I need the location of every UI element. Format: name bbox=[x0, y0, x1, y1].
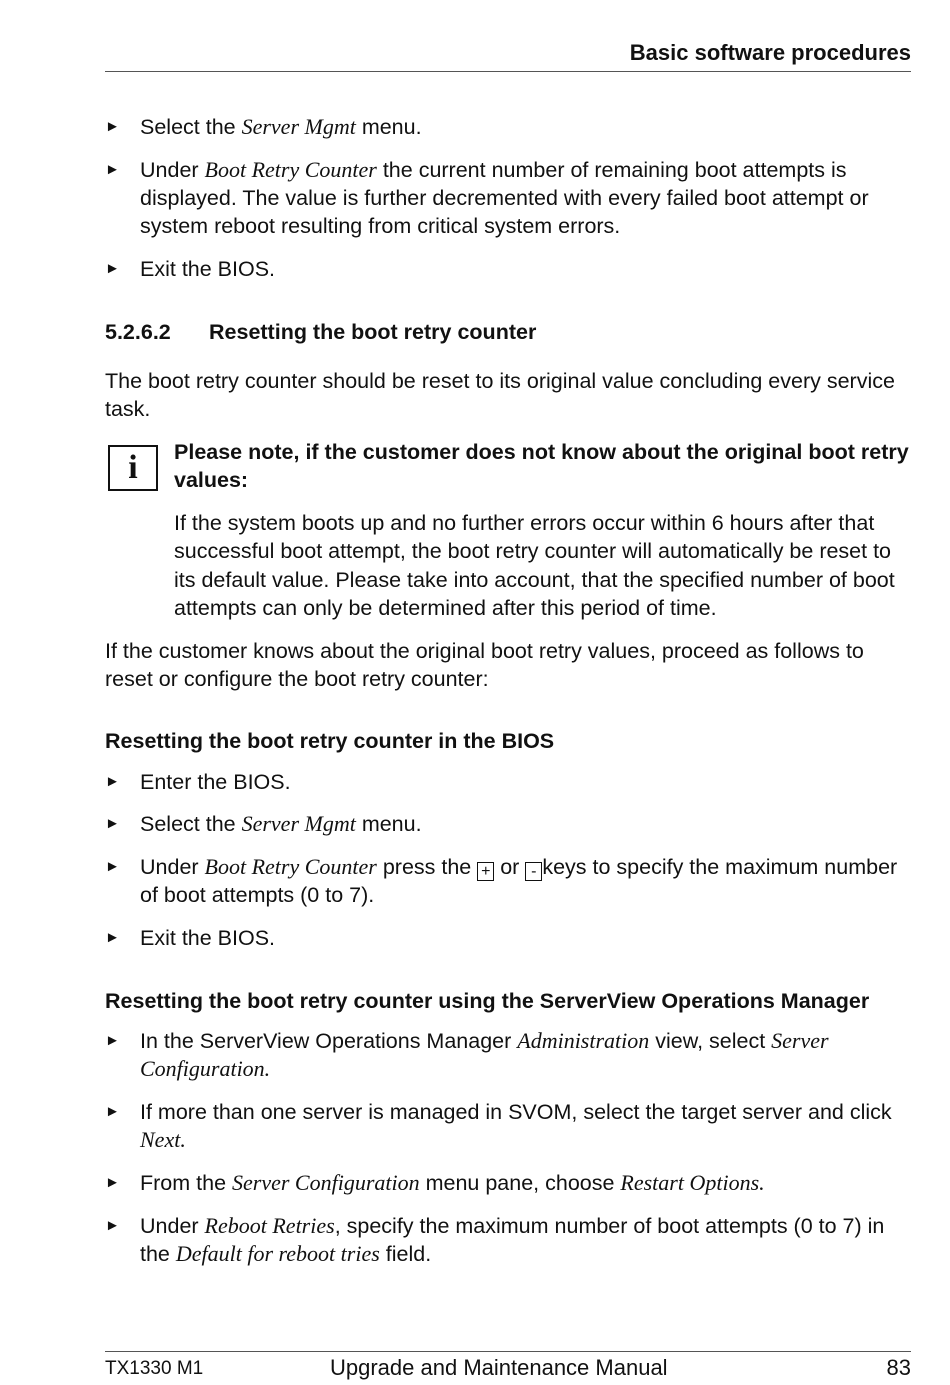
step-set-boot-retry-counter: ► Under Boot Retry Counter press the + or - keys to specify the maximum number of boot attempts (0 to 7). bbox=[105, 854, 898, 908]
step-exit-bios: ► Exit the BIOS. bbox=[105, 255, 911, 283]
page-number: 83 bbox=[886, 1355, 911, 1380]
menu-name: Server Mgmt bbox=[241, 114, 356, 139]
step-arrow-icon: ► bbox=[105, 815, 120, 833]
field-name: Boot Retry Counter bbox=[204, 156, 377, 182]
step-arrow-icon: ► bbox=[105, 1102, 120, 1120]
step-exit-bios: ► Exit the BIOS. bbox=[105, 924, 911, 952]
pane-name: Server Configuration bbox=[232, 1170, 420, 1196]
menu-name: Server Configuration. bbox=[140, 1027, 829, 1082]
step-arrow-icon: ► bbox=[105, 160, 120, 178]
field-name: Default for reboot tries bbox=[175, 1241, 380, 1267]
step-arrow-icon: ► bbox=[105, 772, 120, 790]
section-title: Resetting the boot retry counter bbox=[209, 320, 537, 345]
step-select-server-mgmt: ► Select the Server Mgmt menu. bbox=[105, 113, 911, 141]
field-name: Reboot Retries bbox=[204, 1212, 335, 1238]
info-note bbox=[105, 438, 911, 622]
header-title: Basic software procedures bbox=[629, 40, 911, 65]
page-header bbox=[105, 38, 911, 72]
step-arrow-icon: ► bbox=[105, 929, 120, 947]
section-intro: The boot retry counter should be reset to its original value concluding every service task. bbox=[105, 368, 895, 422]
button-name: Next. bbox=[140, 1127, 186, 1153]
footer-model: TX1330 M1 bbox=[105, 1358, 204, 1379]
view-name: Administration bbox=[517, 1027, 650, 1053]
step-enter-bios: ► Enter the BIOS. bbox=[105, 768, 911, 796]
svom-heading: Resetting the boot retry counter using the ServerView Operations Manager bbox=[105, 988, 870, 1013]
info-icon: i bbox=[108, 445, 158, 491]
section-heading bbox=[105, 318, 911, 346]
step-reboot-retries: ► Under Reboot Retries, specify the maximum number of boot attempts (0 to 7) in the Default for reboot tries field. bbox=[105, 1212, 885, 1267]
step-select-server-mgmt: ► Select the Server Mgmt menu. bbox=[105, 810, 911, 838]
proceed-text: If the customer knows about the original boot retry values, proceed as follows to reset or configure the boot retry counter: bbox=[105, 638, 864, 691]
step-select-target-server: ► If more than one server is managed in SVOM, select the target server and click Next. bbox=[105, 1099, 892, 1153]
step-boot-retry-counter-display: ► Under Boot Retry Counter the current number of remaining boot attempts is displayed. The value is further decremented with every failed boot attempt or system reboot resulting from critical system errors. bbox=[105, 156, 869, 239]
minus-key-icon: - bbox=[525, 862, 542, 881]
field-name: Boot Retry Counter bbox=[204, 854, 377, 880]
bios-heading: Resetting the boot retry counter in the BIOS bbox=[105, 729, 555, 754]
step-arrow-icon: ► bbox=[105, 260, 120, 278]
step-arrow-icon: ► bbox=[105, 858, 120, 876]
step-arrow-icon: ► bbox=[105, 1174, 120, 1192]
step-arrow-icon: ► bbox=[105, 1031, 120, 1049]
note-title: Please note, if the customer does not know about the original boot retry values: bbox=[174, 439, 909, 493]
menu-name: Server Mgmt bbox=[241, 811, 356, 837]
option-name: Restart Options. bbox=[620, 1170, 765, 1196]
step-arrow-icon: ► bbox=[105, 118, 120, 135]
footer-manual-title: Upgrade and Maintenance Manual bbox=[330, 1355, 668, 1380]
step-svom-administration: ► In the ServerView Operations Manager Administration view, select Server Configuration. bbox=[105, 1027, 829, 1082]
plus-key-icon: + bbox=[477, 862, 494, 881]
step-arrow-icon: ► bbox=[105, 1216, 120, 1234]
step-restart-options: ► From the Server Configuration menu pane, choose Restart Options. bbox=[105, 1169, 911, 1197]
page-content bbox=[105, 113, 911, 1283]
page-footer bbox=[105, 1351, 911, 1385]
section-number: 5.2.6.2 bbox=[105, 320, 171, 345]
note-body: If the system boots up and no further errors occur within 6 hours after that successful boot attempt, the boot retry counter will automatically be reset to its default value. Please take into account, that the specified number of boot attempts can only be determined after this period of time. bbox=[174, 510, 895, 620]
